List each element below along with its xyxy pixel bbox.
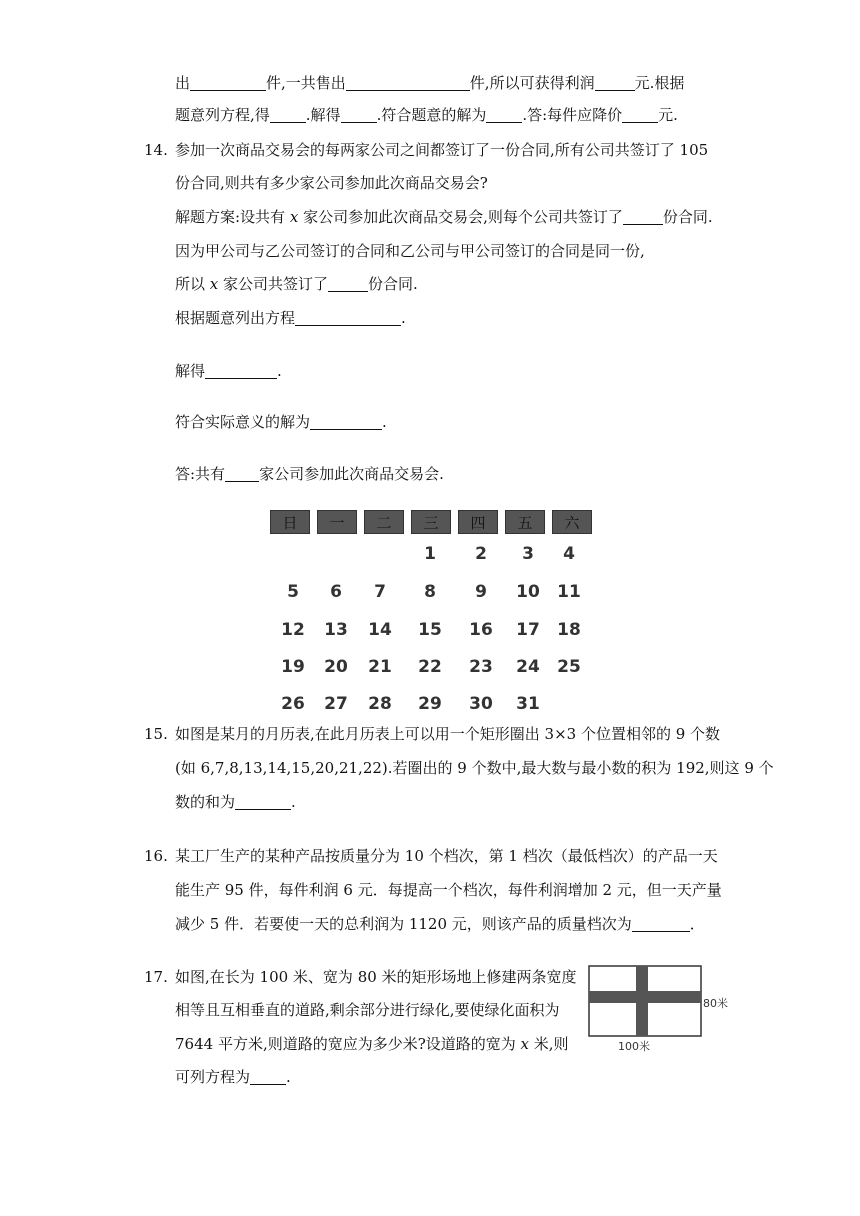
p15-line3 [175,791,296,813]
answer-blank [205,362,277,379]
text: 件,所以可获得利润 [469,74,595,92]
calendar-day: 23 [469,657,493,677]
width-label: 80米 [703,997,728,1010]
answer-blank [622,106,658,123]
calendar-day: 10 [516,582,540,602]
problem-number: 17. [144,968,168,986]
text: 出 [175,74,191,92]
p17-line3 [175,1033,569,1055]
problem-number: 15. [144,725,168,743]
p14-line4: 因为甲公司与乙公司签订的合同和乙公司与甲公司签订的合同是同一份, [175,242,645,260]
calendar-day: 18 [557,620,581,640]
text: 家公司参加此次商品交易会. [259,465,444,483]
text: 根据题意列出方程 [175,309,296,327]
answer-blank [190,74,266,91]
calendar-day: 30 [469,694,493,714]
p14-line1: 参加一次商品交易会的每两家公司之间都签订了一份合同,所有公司共签订了 105 [175,141,709,159]
calendar-day: 1 [424,544,436,564]
p16-line1: 某工厂生产的某种产品按质量分为 10 个档次，第 1 档次（最低档次）的产品一天 [175,847,718,865]
text: 减少 5 件．若要使一天的总利润为 1120 元，则该产品的质量档次为 [175,915,632,933]
text: 解得 [175,362,206,380]
variable: x [520,1035,529,1053]
text: 答:共有 [175,465,226,483]
text: 份合同. [368,275,418,293]
text: . [291,793,296,811]
answer-blank [595,74,635,91]
calendar-header: 日 [270,510,310,534]
calendar-day: 9 [475,582,487,602]
calendar-day: 27 [324,694,348,714]
calendar-day: 12 [281,620,305,640]
calendar-day: 13 [324,620,348,640]
p14-line8 [175,411,387,433]
calendar-header: 六 [552,510,592,534]
variable: x [209,275,219,293]
answer-blank [632,915,690,932]
calendar-day: 2 [475,544,487,564]
calendar-day: 8 [424,582,436,602]
answer-blank [328,275,368,292]
text: 元. [658,106,678,124]
calendar-day: 21 [368,657,392,677]
p17-line1: 如图,在长为 100 米、宽为 80 米的矩形场地上修建两条宽度 [175,968,577,986]
calendar-day: 19 [281,657,305,677]
text: . [277,362,282,380]
calendar-day: 5 [287,582,299,602]
calendar-day: 26 [281,694,305,714]
answer-blank [346,74,470,91]
p14-line6 [175,307,406,329]
answer-blank [270,106,306,123]
text: 数的和为 [175,793,236,811]
answer-blank [623,208,663,225]
variable: x [289,208,299,226]
p14-line3 [175,206,713,228]
text: 家公司共签订了 [218,275,329,293]
calendar-day: 14 [368,620,392,640]
text: 题意列方程,得 [175,106,270,124]
text: 符合实际意义的解为 [175,413,311,431]
answer-blank [225,465,259,482]
calendar-header: 一 [317,510,357,534]
problem-number: 14. [144,141,168,159]
calendar-day: 31 [516,694,540,714]
calendar-day: 3 [522,544,534,564]
text: 解题方案:设共有 [175,208,290,226]
answer-blank [341,106,377,123]
p14-line2: 份合同,则共有多少家公司参加此次商品交易会? [175,174,488,192]
calendar-day: 20 [324,657,348,677]
text: 米,则 [529,1035,569,1053]
calendar-day: 16 [469,620,493,640]
p13-line2 [175,104,678,126]
text: . [401,309,406,327]
text: 7644 平方米,则道路的宽应为多少米?设道路的宽为 [175,1035,521,1053]
text: 所以 [175,275,210,293]
text: 可列方程为 [175,1068,251,1086]
text: 件,一共售出 [266,74,346,92]
text: . [286,1068,291,1086]
answer-blank [295,309,401,326]
length-label: 100米 [618,1040,650,1053]
answer-blank [235,793,291,810]
p15-line1: 如图是某月的月历表,在此月历表上可以用一个矩形圈出 3×3 个位置相邻的 9 个数 [175,725,721,743]
p14-line5 [175,273,418,295]
calendar-day: 7 [374,582,386,602]
text: ． [689,915,705,933]
calendar-day: 24 [516,657,540,677]
p17-line4 [175,1066,291,1088]
text: .解得 [305,106,341,124]
calendar-day: 29 [418,694,442,714]
calendar-day: 11 [557,582,581,602]
calendar-day: 28 [368,694,392,714]
text: . [382,413,387,431]
calendar-day: 25 [557,657,581,677]
calendar-header: 四 [458,510,498,534]
p17-line2: 相等且互相垂直的道路,剩余部分进行绿化,要使绿化面积为 [175,1001,560,1019]
calendar-day: 6 [330,582,342,602]
calendar-day: 15 [418,620,442,640]
p15-line2: (如 6,7,8,13,14,15,20,21,22).若圈出的 9 个数中,最大数与最小数的积为 192,则这 9 个 [175,759,774,777]
calendar-day: 4 [563,544,575,564]
calendar-header: 五 [505,510,545,534]
p14-line7 [175,360,282,382]
calendar-day: 17 [516,620,540,640]
text: 元.根据 [634,74,685,92]
p14-line9 [175,463,444,485]
calendar-header: 二 [364,510,404,534]
answer-blank [310,413,382,430]
text: 份合同. [662,208,713,226]
vertical-road [636,966,648,1036]
p16-line3 [175,913,705,935]
text: .答:每件应降价 [522,106,623,124]
answer-blank [250,1068,286,1085]
calendar-header: 三 [411,510,451,534]
text: .符合题意的解为 [376,106,487,124]
field-road-diagram [588,963,728,1053]
text: 家公司参加此次商品交易会,则每个公司共签订了 [298,208,623,226]
answer-blank [486,106,522,123]
problem-number: 16. [144,847,168,865]
calendar-day: 22 [418,657,442,677]
p16-line2: 能生产 95 件，每件利润 6 元．每提高一个档次，每件利润增加 2 元，但一天产量 [175,881,722,899]
p13-line1 [175,72,684,94]
